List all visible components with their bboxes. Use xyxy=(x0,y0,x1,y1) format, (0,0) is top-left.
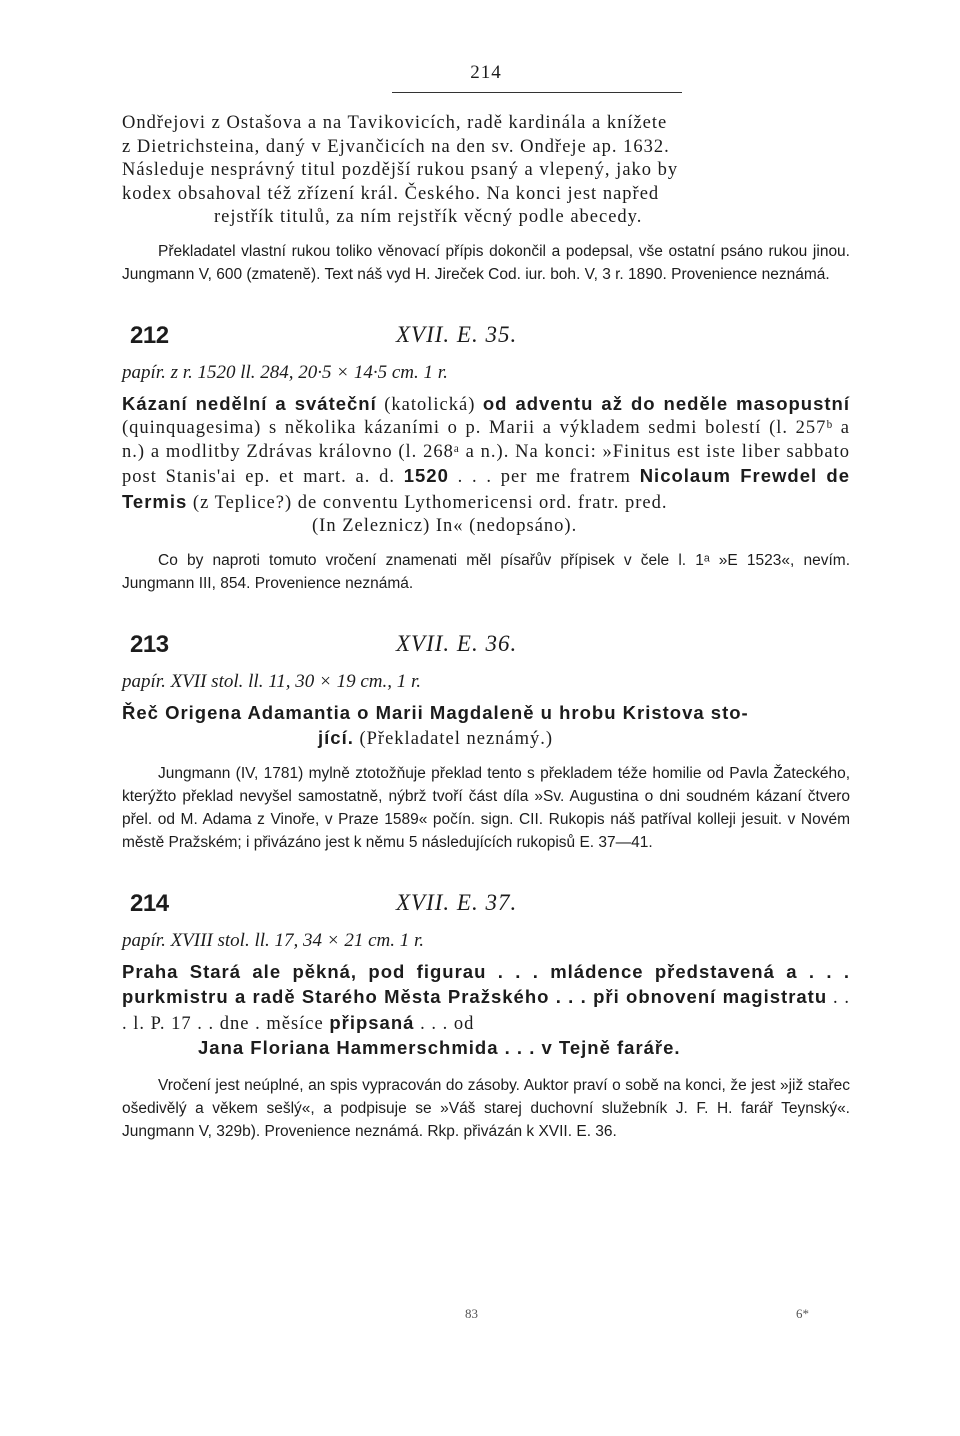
entry-signature: XVII. E. 37. xyxy=(396,889,518,915)
entry-number: 214 xyxy=(130,889,169,917)
catalog-entry-212 xyxy=(122,316,850,595)
header-rule xyxy=(392,92,682,93)
intro-section xyxy=(122,112,850,286)
entry-heading xyxy=(122,884,850,924)
entry-meta: papír. z r. 1520 ll. 284, 20·5 × 14·5 cm. 1 r. xyxy=(122,361,448,383)
entry-title-continuation: Jana Floriana Hammerschmida . . . v Tejně faráře. xyxy=(198,1037,681,1058)
page-footer xyxy=(0,1306,960,1326)
entry-heading xyxy=(122,316,850,356)
entry-signature: XVII. E. 35. xyxy=(396,321,518,347)
page-number: 214 xyxy=(470,62,502,83)
intro-line: Následuje nesprávný titul pozdější rukou psaný a vlepený, jako by xyxy=(122,160,679,180)
intro-line: kodex obsahoval též zřízení král. Českého. Na konci jest napřed xyxy=(122,183,660,204)
intro-line: Ondřejovi z Ostašova a na Tavikovicích, radě kardinála a knížete xyxy=(122,113,668,133)
entry-note: Co by naproti tomuto vročení znamenati měl písařův přípisek v čele l. 1ᵃ »E 1523«, nevím. Jungmann III, 854. Provenience neznámá. xyxy=(122,551,850,592)
page-header xyxy=(122,62,850,96)
page-content xyxy=(122,62,850,1143)
entry-number: 212 xyxy=(130,321,169,349)
entry-number: 213 xyxy=(130,630,169,658)
catalog-entry-214 xyxy=(122,884,850,1143)
entry-title-continuation: (In Zeleznicz) In« (nedopsáno). xyxy=(312,516,578,536)
entry-meta: papír. XVII stol. ll. 11, 30 × 19 cm., 1 r. xyxy=(122,670,422,692)
entry-note: Jungmann (IV, 1781) mylně ztotožňuje překlad tento s překladem téže homilie od Pavla Žateckého, kterýžto překlad nevyšel samostatně, nýbrž tvoří část díla »Sv. Augustina o dni soudném kázaní čtvero přel. od M. Adama z Vinoře, v Praze 1589« počín. sign. CII. Rukopis náš patříval kolleji jesuit. v Novém městě Pražském; i přivázáno jest k němu 5 následujících rukopisů E. 37—41. xyxy=(122,764,850,851)
catalog-entry-213 xyxy=(122,625,850,854)
signature-mark: 6* xyxy=(796,1306,809,1321)
entry-title: Kázaní nedělní a sváteční (katolická) od adventu až do neděle masopustní (quinquagesima) s několika kázaními o p. Marii a výkladem sedmi bolestí (l. 257ᵇ a n.) a modlitby Zdrávas královno (l. 268ᵃ a n.). Na konci: »Finitus est iste liber sabbato post Stanis'ai ep. et mart. a. d. 1520 . . . per me fratrem Nicolaum Frewdel de Termis (z Teplice?) de conventu Lythomericensi ord. fratr. pred. xyxy=(122,392,850,513)
intro-line-last: rejstřík titulů, za ním rejstřík věcný podle abecedy. xyxy=(214,207,643,227)
entry-title: Praha Stará ale pěkná, pod figurau . . . mládence představená a . . . purkmistru a radě Starého Města Pražského . . . při obnovení magistratu . . . l. P. 17 . . dne . měsíce připsaná . . . od xyxy=(122,960,850,1034)
intro-note: Překladatel vlastní rukou toliko věnovací přípis dokončil a podepsal, vše ostatní psáno rukou jinou. Jungmann V, 600 (zmatenĕ). Text náš vyd H. Jireček Cod. iur. boh. V, 3 r. 1890. Provenience neznámá. xyxy=(122,242,850,283)
entry-note: Vročení jest neúplné, an spis vypracován do zásoby. Auktor praví o sobě na konci, že jest »již stařec ošedivělý a věkem sešlý«, a podpisuje se »Váš starej duchovní služebník J. F. H. farář Teynský«. Jungmann V, 329b). Provenience neznámá. Rkp. přivázán k XVII. E. 36. xyxy=(122,1076,850,1140)
entry-heading xyxy=(122,625,850,665)
entry-signature: XVII. E. 36. xyxy=(396,630,518,656)
entry-title: Řeč Origena Adamantia o Marii Magdaleně u hrobu Kristova sto- xyxy=(122,701,749,723)
entry-meta: papír. XVIII stol. ll. 17, 34 × 21 cm. 1 r. xyxy=(122,929,425,951)
entry-title-continuation: jící. (Překladatel neznámý.) xyxy=(318,727,554,749)
sheet-number: 83 xyxy=(465,1306,478,1321)
intro-line: z Dietrichsteina, daný v Ejvančicích na den sv. Ondřeje ap. 1632. xyxy=(122,136,670,157)
